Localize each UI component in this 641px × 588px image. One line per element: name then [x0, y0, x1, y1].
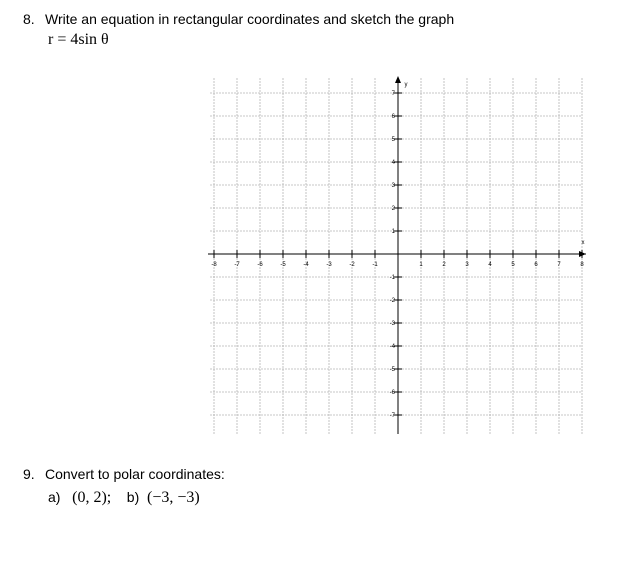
x-tick-label: -3 [326, 262, 332, 268]
y-tick-label: -6 [389, 390, 395, 396]
question-9-number: 9. [23, 466, 35, 482]
y-tick-label: -1 [389, 275, 395, 281]
y-tick-label: 5 [391, 137, 395, 143]
x-tick-label: -6 [257, 262, 263, 268]
axes [208, 76, 586, 434]
x-tick-label: -8 [211, 262, 217, 268]
question-8-prompt: Write an equation in rectangular coordinates and sketch the graph [45, 11, 455, 27]
question-9-parts [48, 488, 200, 507]
y-tick-label: 1 [391, 229, 395, 235]
question-8-number: 8. [23, 11, 35, 27]
part-b-value: (−3, −3) [147, 489, 200, 506]
y-tick-label: -7 [389, 413, 395, 419]
x-tick-label: -5 [280, 262, 286, 268]
x-tick-label: 4 [488, 262, 492, 268]
y-tick-label: 3 [391, 183, 395, 189]
x-tick-label: 8 [580, 262, 584, 268]
x-tick-label: 2 [442, 262, 446, 268]
y-tick-label: 4 [391, 160, 395, 166]
question-8-equation: r = 4sin θ [48, 31, 109, 48]
x-tick-label: -4 [303, 262, 309, 268]
y-tick-label: -3 [389, 321, 395, 327]
x-tick-label: 5 [511, 262, 515, 268]
x-tick-label: 1 [419, 262, 423, 268]
x-tick-label: -7 [234, 262, 240, 268]
x-tick-label: 3 [465, 262, 469, 268]
y-tick-label: -2 [389, 298, 395, 304]
x-tick-label: -1 [372, 262, 378, 268]
y-tick-label: 6 [391, 114, 395, 120]
x-axis-label: x [581, 240, 585, 246]
part-b-label: b) [126, 489, 140, 505]
y-tick-label: -5 [389, 367, 395, 373]
question-9 [23, 465, 225, 483]
y-tick-label: -4 [389, 344, 395, 350]
part-a-value: (0, 2); [72, 489, 112, 506]
y-axis-arrow [395, 76, 401, 83]
grid-lines [210, 78, 582, 434]
question-9-prompt: Convert to polar coordinates: [45, 466, 225, 482]
y-axis-label: y [404, 82, 408, 88]
x-tick-label: -2 [349, 262, 355, 268]
x-tick-label: 6 [534, 262, 538, 268]
part-a-label: a) [48, 489, 61, 505]
y-tick-label: 2 [391, 206, 395, 212]
x-tick-label: 7 [557, 262, 561, 268]
y-tick-label: 7 [391, 91, 395, 97]
